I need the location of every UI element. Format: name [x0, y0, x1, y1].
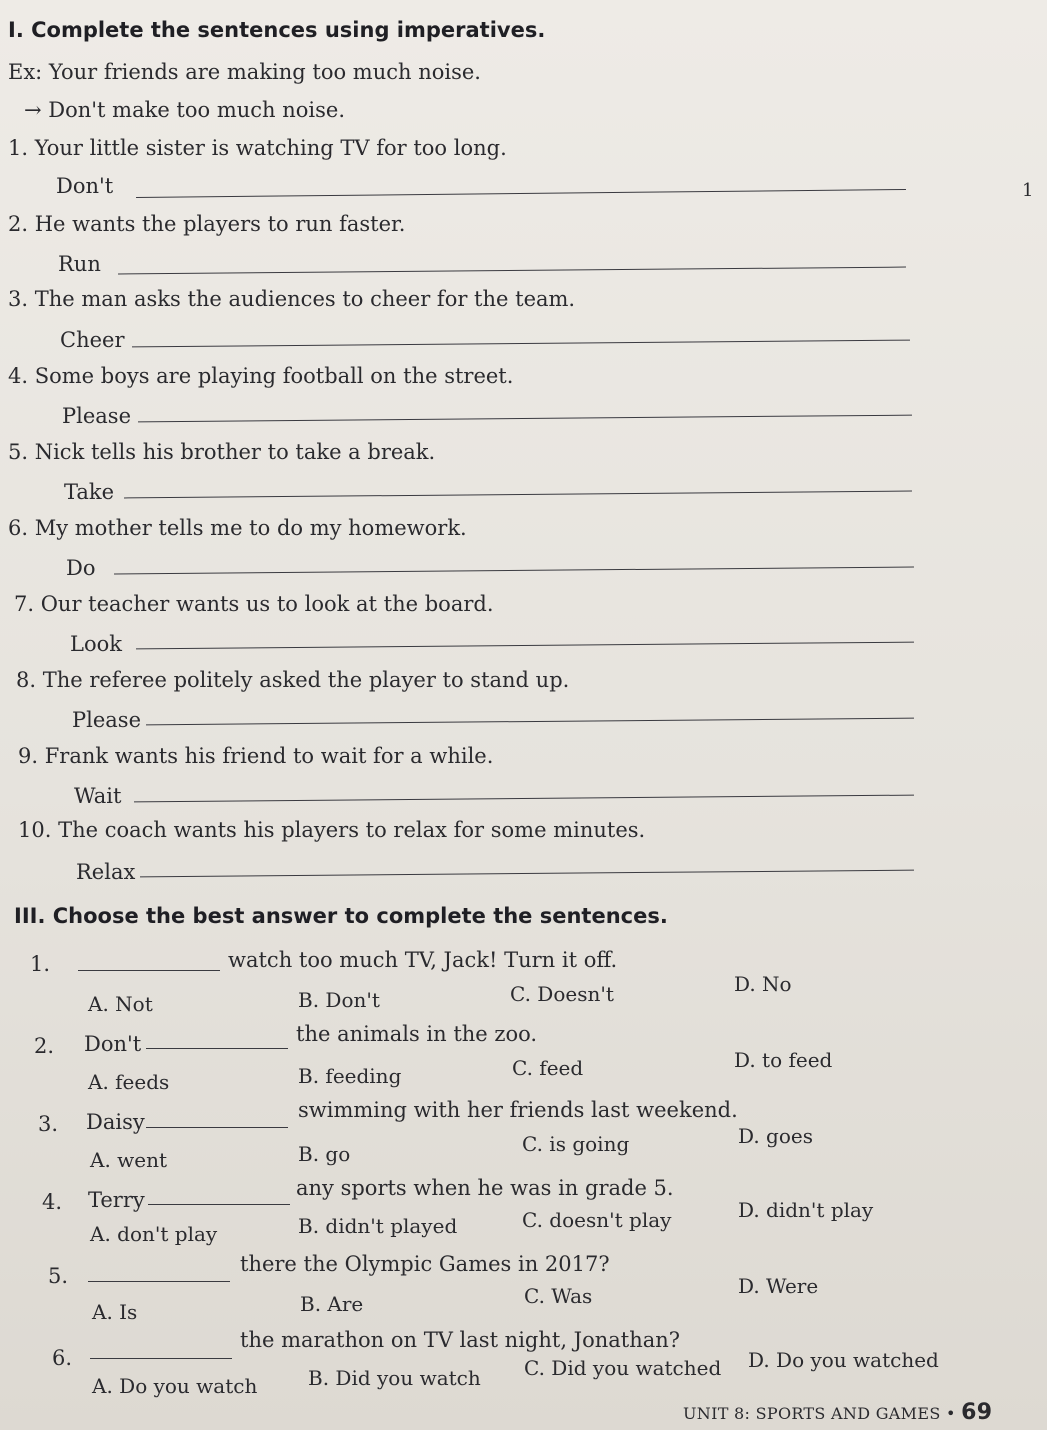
section-1-heading: I. Complete the sentences using imperatives. [8, 18, 546, 42]
q3-text: swimming with her friends last weekend. [298, 1098, 738, 1122]
item-8-prompt: 8. The referee politely asked the player to stand up. [16, 668, 570, 692]
q2-blank[interactable] [146, 1048, 288, 1049]
item-9-answer-line[interactable] [134, 795, 914, 803]
q1-number: 1. [30, 952, 51, 976]
q2-before: Don't [84, 1032, 142, 1056]
item-6-prompt: 6. My mother tells me to do my homework. [8, 516, 467, 540]
item-10-answer-line[interactable] [140, 870, 914, 878]
item-5-answer-line[interactable] [124, 491, 912, 499]
q6-option-d[interactable]: D. Do you watched [748, 1348, 939, 1372]
item-8-answer-line[interactable] [146, 718, 914, 726]
q5-option-a[interactable]: A. Is [92, 1300, 138, 1324]
q4-option-c[interactable]: C. doesn't play [522, 1208, 672, 1232]
q1-text: watch too much TV, Jack! Turn it off. [228, 948, 618, 972]
q3-blank[interactable] [146, 1127, 288, 1128]
q6-option-c[interactable]: C. Did you watched [524, 1356, 722, 1380]
q3-option-c[interactable]: C. is going [522, 1132, 630, 1156]
item-2-prompt: 2. He wants the players to run faster. [8, 212, 406, 236]
q3-option-d[interactable]: D. goes [738, 1124, 813, 1148]
item-3-prompt: 3. The man asks the audiences to cheer for the team. [8, 287, 576, 311]
q2-number: 2. [34, 1034, 55, 1058]
q3-option-a[interactable]: A. went [90, 1148, 168, 1172]
item-4-answer-line[interactable] [138, 415, 912, 423]
q1-option-c[interactable]: C. Doesn't [510, 982, 614, 1006]
q2-text: the animals in the zoo. [296, 1022, 538, 1046]
item-9-prompt: 9. Frank wants his friend to wait for a while. [18, 744, 494, 768]
item-2-answer-line[interactable] [118, 267, 906, 275]
item-6-answer-line[interactable] [114, 567, 914, 575]
q3-number: 3. [38, 1112, 59, 1136]
q2-option-c[interactable]: C. feed [512, 1056, 584, 1080]
q6-blank[interactable] [90, 1358, 232, 1359]
q2-option-d[interactable]: D. to feed [734, 1048, 833, 1072]
item-4-start: Please [62, 404, 131, 428]
item-10-start: Relax [76, 860, 136, 884]
q2-option-a[interactable]: A. feeds [88, 1070, 170, 1094]
unit-label: UNIT 8: SPORTS AND GAMES • [683, 1404, 956, 1423]
section-3-heading: III. Choose the best answer to complete the sentences. [14, 904, 668, 928]
q4-before: Terry [88, 1188, 145, 1212]
q5-option-b[interactable]: B. Are [300, 1292, 364, 1316]
item-2-start: Run [58, 252, 101, 276]
q6-option-a[interactable]: A. Do you watch [92, 1374, 258, 1398]
q2-option-b[interactable]: B. feeding [298, 1064, 402, 1088]
q1-option-b[interactable]: B. Don't [298, 988, 380, 1012]
item-6-start: Do [66, 556, 96, 580]
page-footer [683, 1400, 992, 1425]
q5-option-c[interactable]: C. Was [524, 1284, 593, 1308]
item-1-prompt: 1. Your little sister is watching TV for too long. [8, 136, 507, 160]
item-7-start: Look [70, 632, 122, 656]
page-number: 69 [961, 1400, 993, 1425]
item-7-prompt: 7. Our teacher wants us to look at the board. [14, 592, 494, 616]
item-1-answer-line[interactable] [136, 189, 906, 198]
q4-option-b[interactable]: B. didn't played [298, 1214, 458, 1238]
q5-text: there the Olympic Games in 2017? [240, 1252, 610, 1276]
q6-text: the marathon on TV last night, Jonathan? [240, 1328, 681, 1352]
q5-option-d[interactable]: D. Were [738, 1274, 819, 1298]
item-1-start: Don't [56, 174, 114, 198]
item-5-start: Take [64, 480, 115, 504]
item-10-prompt: 10. The coach wants his players to relax for some minutes. [18, 818, 646, 842]
q4-option-d[interactable]: D. didn't play [738, 1198, 874, 1222]
item-8-start: Please [72, 708, 141, 732]
q5-blank[interactable] [88, 1281, 230, 1282]
q3-option-b[interactable]: B. go [298, 1142, 351, 1166]
item-3-answer-line[interactable] [132, 340, 910, 348]
item-9-start: Wait [74, 784, 122, 808]
q4-text: any sports when he was in grade 5. [296, 1176, 674, 1200]
q6-number: 6. [52, 1346, 73, 1370]
q1-option-a[interactable]: A. Not [88, 992, 153, 1016]
q3-before: Daisy [86, 1110, 145, 1134]
item-7-answer-line[interactable] [136, 642, 914, 650]
example-prompt: Ex: Your friends are making too much noise. [8, 60, 481, 84]
q1-option-d[interactable]: D. No [734, 972, 792, 996]
item-3-start: Cheer [60, 328, 125, 352]
q5-number: 5. [48, 1264, 69, 1288]
q4-number: 4. [42, 1190, 63, 1214]
q1-blank[interactable] [78, 970, 220, 971]
q4-blank[interactable] [148, 1204, 290, 1205]
q6-option-b[interactable]: B. Did you watch [308, 1366, 481, 1390]
item-4-prompt: 4. Some boys are playing football on the street. [8, 364, 514, 388]
example-answer: → Don't make too much noise. [24, 98, 345, 122]
q4-option-a[interactable]: A. don't play [90, 1222, 218, 1246]
item-5-prompt: 5. Nick tells his brother to take a break. [8, 440, 436, 464]
margin-mark: 1 [1022, 180, 1034, 201]
